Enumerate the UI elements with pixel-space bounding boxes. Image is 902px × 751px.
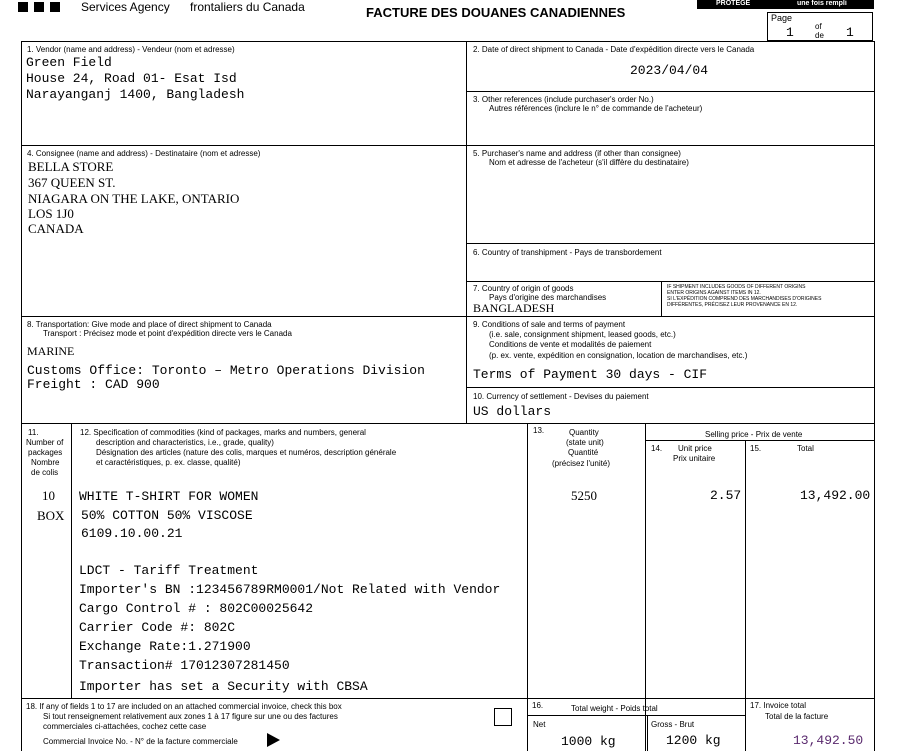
divider-footer	[21, 698, 874, 699]
item-desc-line-11[interactable]: Importer has set a Security with CBSA	[79, 679, 368, 694]
item-desc-line-7[interactable]: Cargo Control # : 802C00025642	[79, 601, 314, 616]
arrow-right-icon	[267, 733, 280, 747]
form-title: FACTURE DES DOUANES CANADIENNES	[366, 5, 626, 20]
divider-row-4	[21, 145, 874, 146]
origin-note-4: DIFFÉRENTES, PRÉCISEZ LEUR PROVENANCE EN 12.	[667, 302, 798, 308]
col12-line-1: 12. Specification of commodities (kind of packages, marks and numbers, general	[80, 428, 366, 437]
purchaser-label-fr: Nom et adresse de l'acheteur (s'il diffère du destinataire)	[489, 158, 689, 167]
col11-line-1: 11.	[28, 428, 39, 437]
item-desc-line-9[interactable]: Exchange Rate:1.271900	[79, 639, 251, 654]
consignee-line-3[interactable]: NIAGARA ON THE LAKE, ONTARIO	[28, 191, 240, 206]
selling-price-label: Selling price - Prix de vente	[705, 430, 803, 439]
agency-line-fr: frontaliers du Canada	[190, 0, 305, 14]
divider-5-6	[466, 243, 874, 244]
form-border-right	[874, 41, 875, 751]
field18-line-3: commerciales ci-attachées, cochez cette case	[43, 722, 207, 731]
col13-line-5: (précisez l'unité)	[552, 459, 610, 468]
item-total[interactable]: 13,492.00	[800, 488, 871, 503]
divider-weight	[527, 715, 745, 716]
purchaser-label: 5. Purchaser's name and address (if other than consignee)	[473, 149, 681, 158]
agency-logo-block	[18, 2, 63, 12]
conditions-label-3: Conditions de vente et modalités de paiement	[489, 340, 652, 349]
divider-2-3	[466, 91, 874, 92]
field18-line-2: Si tout renseignement relativement aux zones 1 à 17 figure sur une ou des factures	[43, 712, 338, 721]
col11-line-5: de colis	[31, 468, 59, 477]
page-number: 1	[786, 25, 794, 40]
item-packages[interactable]: 10	[42, 488, 55, 503]
divider-col-15	[745, 440, 746, 751]
col13-line-2: Quantity	[569, 428, 599, 437]
center-divider	[466, 41, 467, 423]
field18-line-1: 18. If any of fields 1 to 17 are included on an attached commercial invoice, check this box	[26, 702, 342, 711]
origin-note-2: ENTER ORIGINS AGAINST ITEMS IN 12.	[667, 290, 761, 296]
col13-line-1: 13.	[533, 426, 545, 435]
divider-6-7	[466, 281, 874, 282]
item-desc-line-1[interactable]: WHITE T-SHIRT FOR WOMEN	[79, 489, 259, 504]
vendor-line-2[interactable]: House 24, Road 01- Esat Isd	[26, 71, 237, 86]
field18-line-4: Commercial Invoice No. - N° de la facture commerciale	[43, 737, 238, 746]
item-desc-line-5[interactable]: LDCT - Tariff Treatment	[79, 563, 259, 578]
divider-9-10	[466, 387, 874, 388]
item-desc-line-2[interactable]: 50% COTTON 50% VISCOSE	[81, 508, 253, 523]
gross-weight-value[interactable]: 1200 kg	[666, 733, 721, 748]
page-label: Page	[771, 13, 793, 23]
invoice-total-value[interactable]: 13,492.50	[793, 733, 864, 748]
conditions-label-2: (i.e. sale, consignment shipment, leased goods, etc.)	[489, 330, 676, 339]
currency-value[interactable]: US dollars	[473, 404, 552, 419]
divider-col-11	[71, 423, 72, 698]
field17-line-2: Total de la facture	[765, 712, 829, 721]
col11-line-2: Number of	[26, 438, 64, 447]
ship-date-label: 2. Date of direct shipment to Canada - Date d'expédition directe vers le Canada	[473, 45, 755, 54]
of-label: of	[815, 22, 822, 31]
attached-invoice-checkbox[interactable]	[494, 708, 512, 726]
transport-line-2[interactable]: Customs Office: Toronto – Metro Operations Division	[27, 363, 425, 378]
col11-line-4: Nombre	[31, 458, 60, 467]
item-quantity[interactable]: 5250	[571, 488, 597, 503]
col13-line-3: (state unit)	[566, 438, 604, 447]
consignee-line-4[interactable]: LOS 1J0	[28, 206, 74, 221]
total-weight-label: Total weight - Poids total	[571, 704, 658, 713]
field17-line-1: 17. Invoice total	[750, 701, 807, 710]
consignee-label: 4. Consignee (name and address) - Destinataire (nom et adresse)	[27, 149, 261, 158]
origin-label-fr: Pays d'origine des marchandises	[489, 293, 607, 302]
de-label: de	[815, 31, 824, 40]
divider-col-13	[527, 423, 528, 751]
protected-label: PROTÉGÉ	[716, 0, 751, 7]
col13-line-4: Quantité	[568, 448, 599, 457]
col12-line-4: et caractéristiques, p. ex. classe, qualité)	[96, 458, 241, 467]
conditions-label: 9. Conditions of sale and terms of payment	[473, 320, 626, 329]
divider-items	[21, 423, 874, 424]
vendor-line-1[interactable]: Green Field	[26, 55, 112, 70]
item-desc-line-6[interactable]: Importer's BN :123456789RM0001/Not Related with Vendor	[79, 582, 501, 597]
transport-label-fr: Transport : Précisez mode et point d'expédition directe vers le Canada	[43, 329, 292, 338]
transhipment-label: 6. Country of transhipment - Pays de transbordement	[473, 248, 662, 257]
col12-line-3: Désignation des articles (nature des colis, marques et numéros, description générale	[96, 448, 397, 457]
origin-note-1: IF SHIPMENT INCLUDES GOODS OF DIFFERENT ORIGINS	[667, 284, 806, 290]
conditions-value[interactable]: Terms of Payment 30 days - CIF	[473, 367, 708, 382]
origin-note-3: SI L'EXPÉDITION COMPREND DES MARCHANDISES D'ORIGINES	[667, 296, 822, 302]
field16-number: 16.	[532, 701, 544, 710]
vendor-label: 1. Vendor (name and address) - Vendeur (nom et adresse)	[27, 45, 235, 54]
col15-line-2: Total	[797, 444, 814, 453]
divider-col-14	[645, 423, 646, 751]
conditions-label-4: (p. ex. vente, expédition en consignation, location de marchandises, etc.)	[489, 351, 748, 360]
other-refs-label: 3. Other references (include purchaser's order No.)	[473, 95, 654, 104]
net-weight-value[interactable]: 1000 kg	[561, 734, 616, 749]
gross-label: Gross - Brut	[651, 720, 695, 729]
agency-line: Services Agency	[81, 0, 170, 14]
vendor-line-3[interactable]: Narayanganj 1400, Bangladesh	[26, 87, 245, 102]
divider-7-note	[661, 281, 662, 316]
transport-line-3[interactable]: Freight : CAD 900	[27, 377, 160, 392]
form-border-top	[21, 41, 874, 42]
divider-row-8	[21, 316, 874, 317]
ship-date-value[interactable]: 2023/04/04	[630, 63, 709, 78]
currency-label: 10. Currency of settlement - Devises du paiement	[473, 392, 649, 401]
col14-line-1: 14.	[651, 444, 663, 453]
protected-fill: une fois rempli	[797, 0, 847, 7]
item-desc-line-3[interactable]: 6109.10.00.21	[81, 526, 183, 541]
origin-value[interactable]: BANGLADESH	[473, 301, 555, 315]
consignee-line-5[interactable]: CANADA	[28, 221, 84, 236]
consignee-line-2[interactable]: 367 QUEEN ST.	[28, 175, 116, 190]
page-total: 1	[846, 25, 854, 40]
item-desc-line-8[interactable]: Carrier Code #: 802C	[79, 620, 236, 635]
other-refs-label-fr: Autres références (inclure le n° de commande de l'acheteur)	[489, 104, 703, 113]
item-unit-price[interactable]: 2.57	[710, 488, 742, 503]
col14-line-3: Prix unitaire	[673, 454, 716, 463]
net-label: Net	[533, 720, 546, 729]
form-border-left	[21, 41, 22, 751]
transport-mode[interactable]: MARINE	[27, 344, 75, 358]
consignee-line-1[interactable]: BELLA STORE	[28, 159, 114, 174]
col15-line-1: 15.	[750, 444, 762, 453]
divider-selling	[645, 440, 874, 441]
origin-label: 7. Country of origin of goods	[473, 284, 574, 293]
divider-net-gross	[647, 715, 648, 751]
col14-line-2: Unit price	[678, 444, 712, 453]
item-desc-line-10[interactable]: Transaction# 17012307281450	[79, 658, 290, 673]
col12-line-2: description and characteristics, i.e., grade, quality)	[96, 438, 274, 447]
item-package-unit[interactable]: BOX	[37, 508, 65, 523]
transport-label: 8. Transportation: Give mode and place of direct shipment to Canada	[27, 320, 272, 329]
col11-line-3: packages	[28, 448, 63, 457]
